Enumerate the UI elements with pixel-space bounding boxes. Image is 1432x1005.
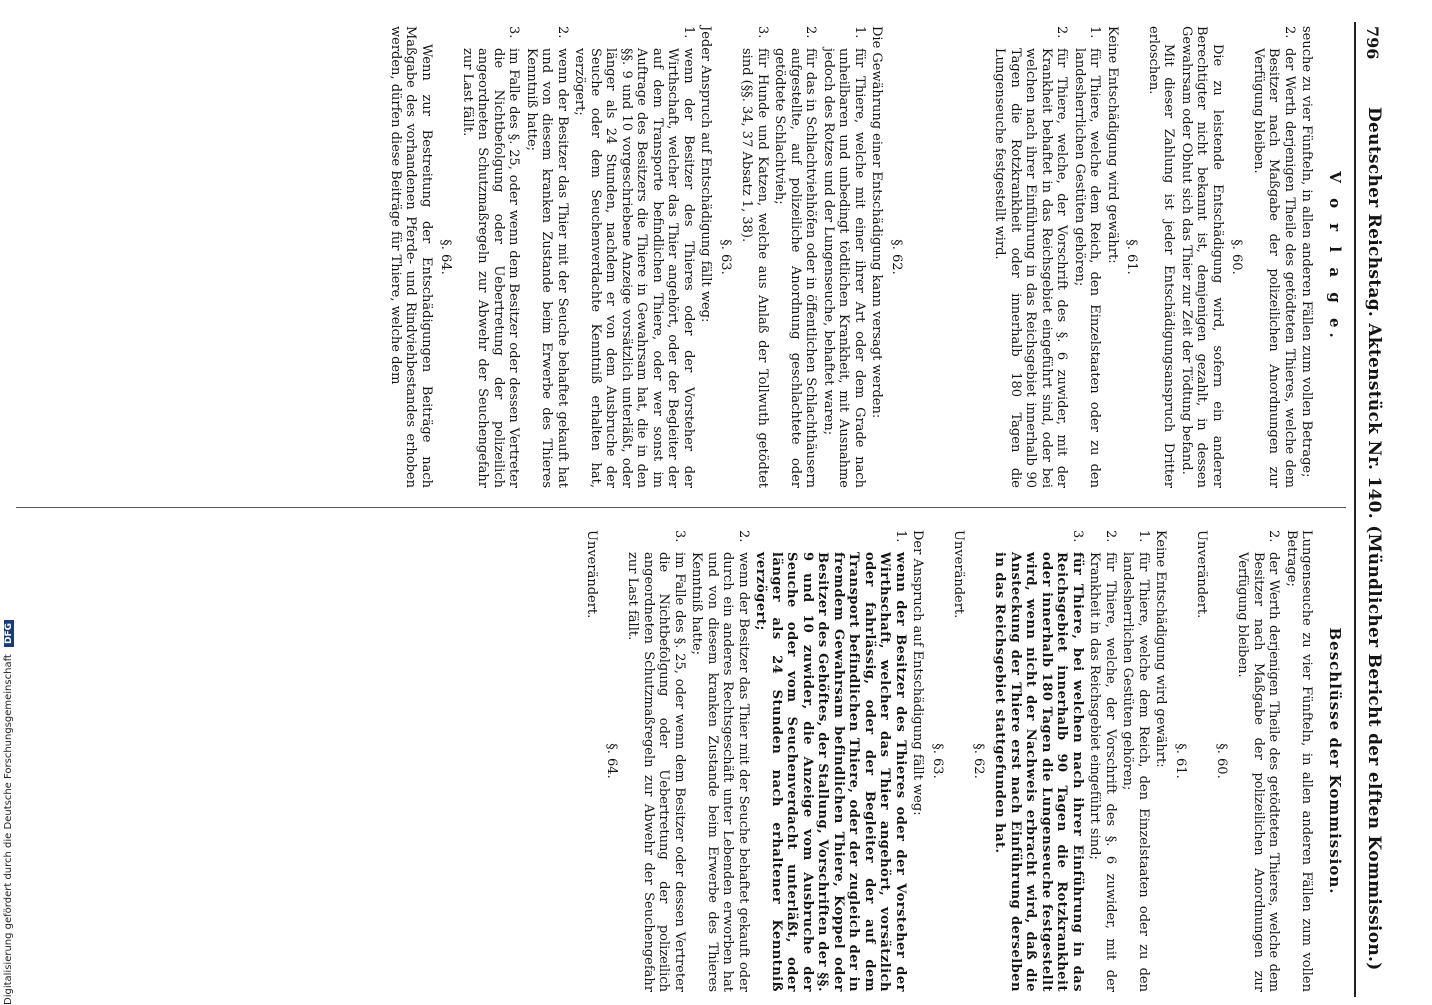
list-item bbox=[821, 26, 868, 488]
list-item bbox=[772, 26, 819, 488]
list-item bbox=[1235, 530, 1282, 992]
list-item bbox=[689, 530, 751, 992]
section-heading: §. 60. bbox=[1229, 239, 1245, 275]
paragraph: Jeder Anspruch auf Entschädigung fällt weg: bbox=[698, 26, 714, 323]
column-vorlage bbox=[386, 26, 1349, 488]
item-number: 1. bbox=[1136, 530, 1151, 543]
item-number: 2. bbox=[1103, 530, 1118, 543]
page-number: 796 bbox=[1363, 26, 1382, 60]
unchanged-note: Unverändert. bbox=[951, 530, 967, 619]
digitization-credit bbox=[0, 30, 16, 1005]
item-number: 2. bbox=[736, 530, 751, 543]
paragraph: Keine Entschädigung wird gewährt: bbox=[1153, 530, 1169, 768]
header-rule bbox=[1354, 22, 1356, 997]
spacer bbox=[910, 26, 990, 488]
paragraph: Lungenseuche zu vier Fünfteln, in allen anderen Fällen zum vollen Betrage; bbox=[1284, 530, 1315, 992]
item-text: für Thiere, welche dem Reich, den Einzelstaaten oder zu den landesherrlichen Gestüten gehören; bbox=[1120, 552, 1151, 992]
item-text: wenn der Besitzer des Thieres oder der Vorsteher der Wirthschaft, welcher das Thier angehört, oder der Begleiter der auf dem Transporte befindlichen Thiere, oder wer sonst im Auftrage des Besitzers die Thiere in Gewahrsam hat, die in den §§. 9 und 10 vorgeschriebene Anzeige vorsätzlich unterläßt, oder länger als 24 Stunden, nachdem er von dem Ausbruche der Seuche oder dem Seuchenverdachte Kenntniß erhalten hat, verzögert; bbox=[572, 48, 696, 488]
item-text-amended: für Thiere, bei welchen nach ihrer Einführung in das Reichsgebiet innerhalb 90 Tagen die Rotzkrankheit oder innerhalb 180 Tagen die Lungenseuche festgestellt wird, wenn nicht der Nachweis erbracht wird, daß die Ansteckung der Thiere erst nach Einführung derselben in das Reichsgebiet stattgefunden hat. bbox=[992, 552, 1085, 992]
section-heading: §. 61. bbox=[1173, 743, 1188, 779]
item-number: 3. bbox=[506, 26, 522, 39]
item-text: im Falle des §. 25, oder wenn dem Besitzer oder dessen Vertreter die Nichtbefolgung oder Uebertretung der polizeilich angeordneten Schutzmaßregeln zur Abwehr der Seuchengefahr zur Last fällt. bbox=[625, 552, 687, 992]
item-number: 2. bbox=[1054, 26, 1070, 39]
list-item bbox=[992, 26, 1070, 488]
section-heading: §. 63. bbox=[718, 239, 733, 275]
list-item bbox=[1087, 530, 1118, 992]
item-number: 3. bbox=[1070, 530, 1085, 543]
paragraph: Der Anspruch auf Entschädigung fällt weg: bbox=[910, 530, 926, 816]
column-divider bbox=[16, 507, 1346, 508]
paragraph: Mit dieser Zahlung ist jeder Entschädigungsanspruch Dritter erloschen. bbox=[1146, 26, 1177, 488]
paragraph: Keine Entschädigung wird gewährt: bbox=[1105, 26, 1120, 264]
unchanged-note: Unverändert. bbox=[584, 530, 600, 619]
item-number: 3. bbox=[672, 530, 687, 543]
item-number: 1. bbox=[852, 26, 867, 39]
item-text-amended: wenn der Besitzer des Thieres oder der Vorsteher der Wirthschaft, welcher das Thier angehört, vorsätzlich oder fahrlässig, oder der Begleiter der auf dem Transport befindlichen Thiere, oder der zugleich der in fremdem Gewahrsam befindlichen Thiere, Koppel oder Besitzer des Gehöftes, der Stallung, Vorschriften der §§. 9 und 10 zuwider, die Anzeige vom Ausbruche der Seuche oder vom Seuchenverdacht unterläßt, oder länger als 24 Stunden nach erhaltener Kenntniß verzögert; bbox=[753, 552, 908, 992]
item-text: für Thiere, welche, der Vorschrift des §. 6 zuwider, mit der Krankheit behaftet in das Reichsgebiet eingeführt sind, oder bei welchen nach ihrer Einführung in das Reichsgebiet innerhalb 90 Tagen die Rotzkrankheit oder innerhalb 180 Tagen die Lungenseuche festgestellt wird. bbox=[992, 48, 1070, 488]
paragraph: seuche zu vier Fünfteln, in allen anderen Fällen zum vollen Betrage; bbox=[1299, 26, 1315, 478]
item-number: 2. bbox=[555, 26, 570, 39]
section-heading: §. 60. bbox=[1214, 743, 1229, 779]
list-item bbox=[572, 26, 696, 488]
item-text: wenn der Besitzer das Thier mit der Seuche behaftet gekauft hat und von diesem kranken Zustande beim Erwerbe des Thieres Kenntniß hatte; bbox=[524, 48, 570, 488]
list-item bbox=[460, 26, 522, 488]
item-text: für Thiere, welche dem Reich, den Einzelstaaten oder zu den landesherrlichen Gestüten gehören; bbox=[1072, 48, 1103, 488]
list-item bbox=[739, 26, 770, 488]
column-heading-kommission: Beschlüsse der Kommission. bbox=[1326, 627, 1344, 895]
column-kommission bbox=[582, 530, 1348, 992]
paragraph: Die zu leistende Entschädigung wird, sofern ein anderer Berechtigter nicht bekannt ist, demjenigen gezahlt, in dessen Gewahrsam oder Obhut sich das Thier zur Zeit der Tödtung befand. bbox=[1179, 26, 1225, 488]
paragraph: Die Gewährung einer Entschädigung kann versagt werden: bbox=[869, 26, 885, 419]
section-heading: §. 61. bbox=[1124, 239, 1140, 275]
list-item bbox=[1072, 26, 1103, 488]
section-heading: §. 63. bbox=[930, 743, 945, 779]
list-item bbox=[524, 26, 571, 488]
item-text: im Falle des §. 25, oder wenn dem Besitzer oder dessen Vertreter die Nichtbefolgung oder Uebertretung der polizeilich angeordneten Schutzmaßregeln zur Abwehr der Seuchengefahr zur Last fällt. bbox=[460, 48, 522, 488]
item-number: 2. bbox=[1282, 26, 1297, 39]
list-item bbox=[1251, 26, 1298, 488]
item-text: der Werth derjenigen Theile des getödteten Thieres, welche dem Besitzer nach Maßgabe der polizeilichen Anordnungen zur Verfügung bleiben. bbox=[1235, 552, 1282, 992]
section-heading: §. 64. bbox=[604, 743, 619, 779]
list-item bbox=[753, 530, 908, 992]
item-text: für Thiere, welche mit einer ihrer Art oder dem Grade nach unheilbaren und unbedingt tödtlichen Krankheit, mit Ausnahme jedoch des Rotzes und der Lungenseuche, behaftet waren; bbox=[821, 48, 867, 488]
page-title: Deutscher Reichstag. Aktenstück Nr. 140. (Mündlicher Bericht der elften Kommission.) bbox=[1364, 107, 1384, 971]
section-heading: §. 62. bbox=[889, 239, 904, 275]
item-number: 1. bbox=[681, 26, 696, 39]
item-number: 1. bbox=[893, 530, 908, 543]
list-item bbox=[992, 530, 1085, 992]
item-number: 1. bbox=[1087, 26, 1103, 39]
credit-line bbox=[3, 620, 14, 1005]
item-number: 3. bbox=[755, 26, 770, 39]
item-number: 2. bbox=[1266, 530, 1282, 543]
item-text: der Werth derjenigen Theile des getödteten Thieres, welche dem Besitzer nach Maßgabe der polizeilichen Anordnungen zur Verfügung bleiben. bbox=[1251, 48, 1297, 488]
item-text: für Thiere, welche, der Vorschrift des §. 6 zuwider, mit der Krankheit in das Reichsgebiet eingeführt sind; bbox=[1087, 552, 1118, 992]
dfg-logo-icon: DFG bbox=[4, 620, 14, 647]
column-heading-vorlage: V o r l a g e. bbox=[1326, 171, 1344, 343]
item-text: für das in Schlachtviehhöfen oder in öffentlichen Schlachthäusern aufgestellte, auf polizeiliche Anordnung geschlachtete oder getödtete Schlachtvieh; bbox=[772, 48, 819, 488]
paragraph: Wenn zur Bestreitung der Entschädigungen Beiträge nach Maßgabe des vorhandenen Pferde- und Rindviehbestandes erhoben werden, dürfen diese Beiträge für Thiere, welche dem bbox=[388, 26, 434, 488]
credit-text: Digitalisierung gefördert durch die Deutsche Forschungsgemeinschaft bbox=[3, 654, 14, 1005]
list-item bbox=[625, 530, 687, 992]
unchanged-note: Unverändert. bbox=[1194, 530, 1210, 619]
item-text: für Hunde und Katzen, welche aus Anlaß der Tollwuth getödtet sind (§§. 34, 37 Absatz 1, 38). bbox=[739, 48, 770, 488]
document-page bbox=[0, 12, 1398, 1002]
item-number: 2. bbox=[803, 26, 819, 39]
list-item bbox=[1120, 530, 1151, 992]
item-text: wenn der Besitzer das Thier mit der Seuche behaftet gekauft oder durch ein anderes Rechtsgeschäft unter Lebenden erworben hat und von diesem kranken Zustande beim Erwerbe des Thieres Kenntniß hatte; bbox=[689, 552, 751, 992]
section-heading: §. 64. bbox=[438, 239, 454, 275]
section-heading: §. 62. bbox=[971, 743, 986, 779]
